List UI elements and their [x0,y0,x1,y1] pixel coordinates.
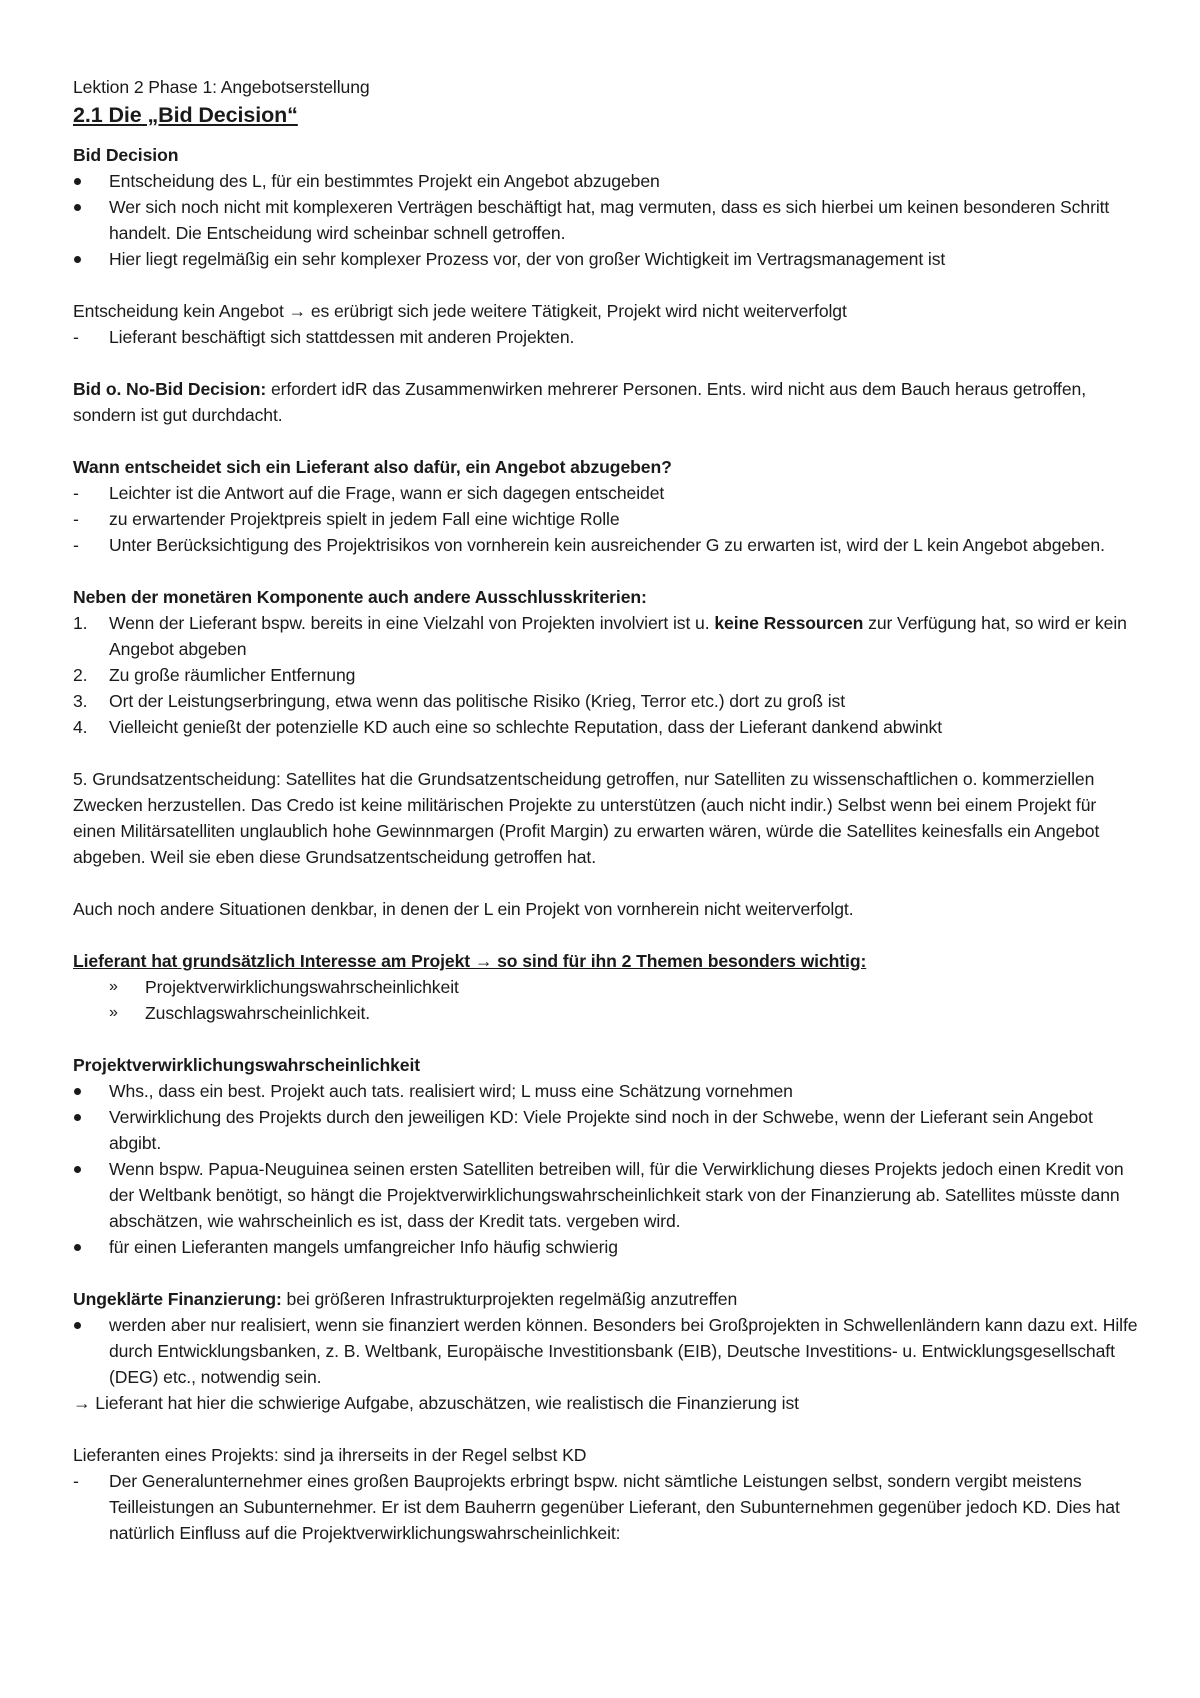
chevron-icon: » [109,1004,118,1021]
list-item: - zu erwartender Projektpreis spielt in jedem Fall eine wichtige Rolle [73,506,1143,532]
question-heading: Wann entscheidet sich ein Lieferant also dafür, ein Angebot abzugeben? [73,457,672,477]
probability-heading: Projektverwirklichungswahrscheinlichkeit [73,1055,421,1075]
dash-marker: - [73,535,79,555]
list-item: Entscheidung des L, für ein bestimmtes Projekt ein Angebot abzugeben [73,168,1143,194]
list-item: - Lieferant beschäftigt sich stattdessen mit anderen Projekten. [73,324,1143,350]
dash-marker: - [73,509,79,529]
other-situations-paragraph: Auch noch andere Situationen denkbar, in denen der L ein Projekt von vornherein nicht weiterverfolgt. [73,899,854,919]
bullet-icon [74,1114,81,1121]
bullet-icon [74,204,81,211]
dash-marker: - [73,483,79,503]
financing-arrow-line: → Lieferant hat hier die schwierige Aufgabe, abzuschätzen, wie realistisch die Finanzierung ist [73,1393,799,1413]
bid-no-bid-paragraph: Bid o. No-Bid Decision: erfordert idR das Zusammenwirken mehrerer Personen. Ents. wird nicht aus dem Bauch heraus getroffen, sondern ist gut durchdacht. [73,379,1086,425]
list-item: 1. Wenn der Lieferant bspw. bereits in eine Vielzahl von Projekten involviert ist u. keine Ressourcen zur Verfügung hat, so wird er kein Angebot abgeben [73,613,1127,659]
document-page [73,74,1143,1546]
list-item: Verwirklichung des Projekts durch den jeweiligen KD: Viele Projekte sind noch in der Schwebe, wenn der Lieferant sein Angebot abgibt. [73,1104,1143,1156]
list-item: 3. Ort der Leistungserbringung, etwa wenn das politische Risiko (Krieg, Terror etc.) dort zu groß ist [73,691,845,711]
suppliers-line: Lieferanten eines Projekts: sind ja ihrerseits in der Regel selbst KD [73,1445,587,1465]
bullet-icon [74,178,81,185]
principle-paragraph: 5. Grundsatzentscheidung: Satellites hat die Grundsatzentscheidung getroffen, nur Satelliten zu wissenschaftlichen o. kommerziellen Zwecken herzustellen. Das Credo ist keine militärischen Projekte zu unterstützen (auch nicht indir.) Selbst wenn bei einem Projekt für einen Militärsatelliten unglaublich hohe Gewinnmargen (Profit Margin) zu erwarten wären, würde die Satellites keinesfalls ein Angebot abgeben. Weil sie eben diese Grundsatzentscheidung getroffen hat. [73,769,1100,867]
list-item: » Projektverwirklichungswahrscheinlichkeit [109,974,1143,1000]
list-item: Whs., dass ein best. Projekt auch tats. realisiert wird; L muss eine Schätzung vornehmen [73,1078,1143,1104]
list-item: werden aber nur realisiert, wenn sie finanziert werden können. Besonders bei Großprojekten in Schwellenländern kann dazu ext. Hilfe durch Entwicklungsbanken, z. B. Weltbank, Europäische Investitionsbank (EIB), Deutsche Investitions- u. Entwicklungsgesellschaft (DEG) etc., notwendig sein. [73,1312,1143,1390]
section-title: 2.1 Die „Bid Decision“ [73,103,298,127]
no-bid-line: Entscheidung kein Angebot → es erübrigt sich jede weitere Tätigkeit, Projekt wird nicht weiterverfolgt [73,301,847,321]
dash-marker: - [73,327,79,347]
bullet-icon [74,256,81,263]
financing-line: Ungeklärte Finanzierung: bei größeren Infrastrukturprojekten regelmäßig anzutreffen [73,1289,738,1309]
list-item: für einen Lieferanten mangels umfangreicher Info häufig schwierig [73,1234,1143,1260]
list-item: 2. Zu große räumlicher Entfernung [73,665,356,685]
bid-decision-heading: Bid Decision [73,145,179,165]
list-item: » Zuschlagswahrscheinlichkeit. [109,1000,1143,1026]
list-item: Wenn bspw. Papua-Neuguinea seinen ersten Satelliten betreiben will, für die Verwirklichung dieses Projekts jedoch einen Kredit von der Weltbank benötigt, so hängt die Projektverwirklichungswahrscheinlichkeit stark von der Finanzierung ab. Satellites müsste dann abschätzen, wie wahrscheinlich es ist, dass der Kredit tats. vergeben wird. [73,1156,1143,1234]
bullet-icon [74,1088,81,1095]
dash-marker: - [73,1471,79,1491]
list-item: Wer sich noch nicht mit komplexeren Verträgen beschäftigt hat, mag vermuten, dass es sich hierbei um keinen besonderen Schritt handelt. Die Entscheidung wird scheinbar schnell getroffen. [73,194,1143,246]
interest-heading: Lieferant hat grundsätzlich Interesse am Projekt → so sind für ihn 2 Themen besonders wichtig: [73,951,867,971]
document-header: Lektion 2 Phase 1: Angebotserstellung [73,77,370,97]
bullet-icon [74,1244,81,1251]
chevron-icon: » [109,978,118,995]
list-item: - Unter Berücksichtigung des Projektrisikos von vornherein kein ausreichender G zu erwarten ist, wird der L kein Angebot abgeben. [73,532,1143,558]
list-item: 4. Vielleicht genießt der potenzielle KD auch eine so schlechte Reputation, dass der Lieferant dankend abwinkt [73,717,943,737]
list-item: - Leichter ist die Antwort auf die Frage, wann er sich dagegen entscheidet [73,480,1143,506]
exclusion-heading: Neben der monetären Komponente auch andere Ausschlusskriterien: [73,587,647,607]
list-item: - Der Generalunternehmer eines großen Bauprojekts erbringt bspw. nicht sämtliche Leistungen selbst, sondern vergibt meistens Teilleistungen an Subunternehmer. Er ist dem Bauherrn gegenüber Lieferant, den Subunternehmen gegenüber jedoch KD. Dies hat natürlich Einfluss auf die Projektverwirklichungswahrscheinlichkeit: [73,1468,1143,1546]
bullet-icon [74,1322,81,1329]
bullet-icon [74,1166,81,1173]
list-item: Hier liegt regelmäßig ein sehr komplexer Prozess vor, der von großer Wichtigkeit im Vertragsmanagement ist [73,246,1143,272]
